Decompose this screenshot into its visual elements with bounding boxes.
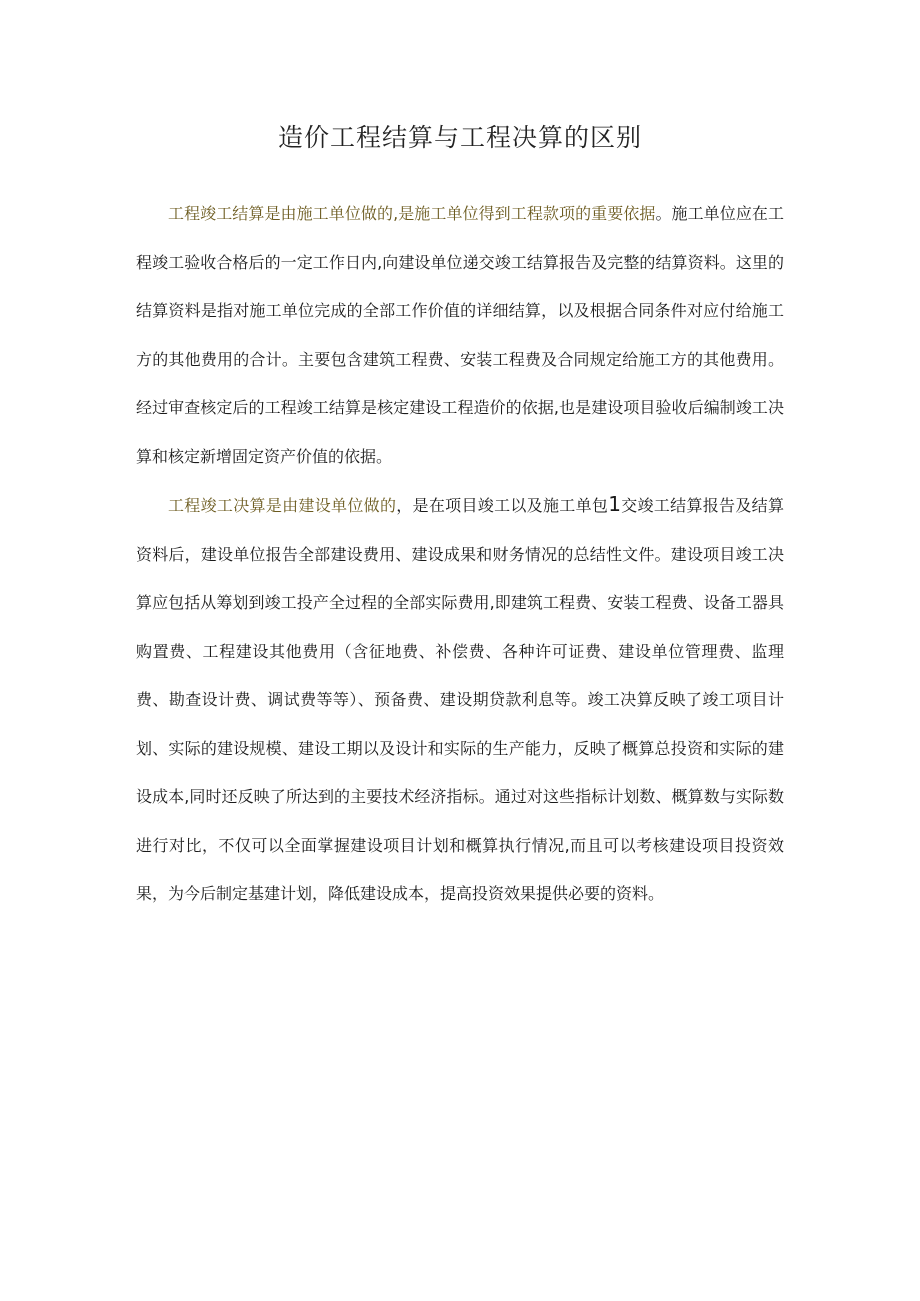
paragraph-final-accounts	[136, 480, 784, 919]
paragraph-final-accounts-text-1: ，是在项目竣工以及施工单包	[396, 496, 609, 515]
paragraph-settlement-highlight: 工程竣工结算是由施工单位做的,是施工单位得到工程款项的重要依据	[168, 204, 656, 223]
paragraph-final-accounts-text-2: 交竣工结算报告及结算资料后，建设单位报告全部建设费用、建设成果和财务情况的总结性文件。建设项目竣工决算应包括从筹划到竣工投产全过程的全部实际费用,即建筑工程费、安装工程费、设备工器具购置费、工程建设其他费用（含征地费、补偿费、各种许可证费、建设单位管理费、监理费、勘查设计费、调试费等等）、预备费、建设期贷款利息等。竣工决算反映了竣工项目计划、实际的建设规模、建设工期以及设计和实际的生产能力，反映了概算总投资和实际的建设成本,同时还反映了所达到的主要技术经济指标。通过对这些指标计划数、概算数与实际数进行对比，不仅可以全面掌握建设项目计划和概算执行情况,而且可以考核建设项目投资效果，为今后制定基建计划，降低建设成本，提高投资效果提供必要的资料。	[136, 496, 784, 903]
paragraph-settlement-text: 。施工单位应在工程竣工验收合格后的一定工作日内,向建设单位递交竣工结算报告及完整的结算资料。这里的结算资料是指对施工单位完成的全部工作价值的详细结算，以及根据合同条件对应付给施工方的其他费用的合计。主要包含建筑工程费、安装工程费及合同规定给施工方的其他费用。经过审查核定后的工程竣工结算是核定建设工程造价的依据,也是建设项目验收后编制竣工决算和核定新增固定资产价值的依据。	[136, 204, 784, 466]
paragraph-settlement	[136, 190, 784, 481]
document-title: 造价工程结算与工程决算的区别	[277, 123, 642, 152]
paragraph-final-accounts-highlight: 工程竣工决算是由建设单位做的	[168, 496, 397, 515]
paragraph-final-accounts-number: 1	[608, 492, 621, 516]
